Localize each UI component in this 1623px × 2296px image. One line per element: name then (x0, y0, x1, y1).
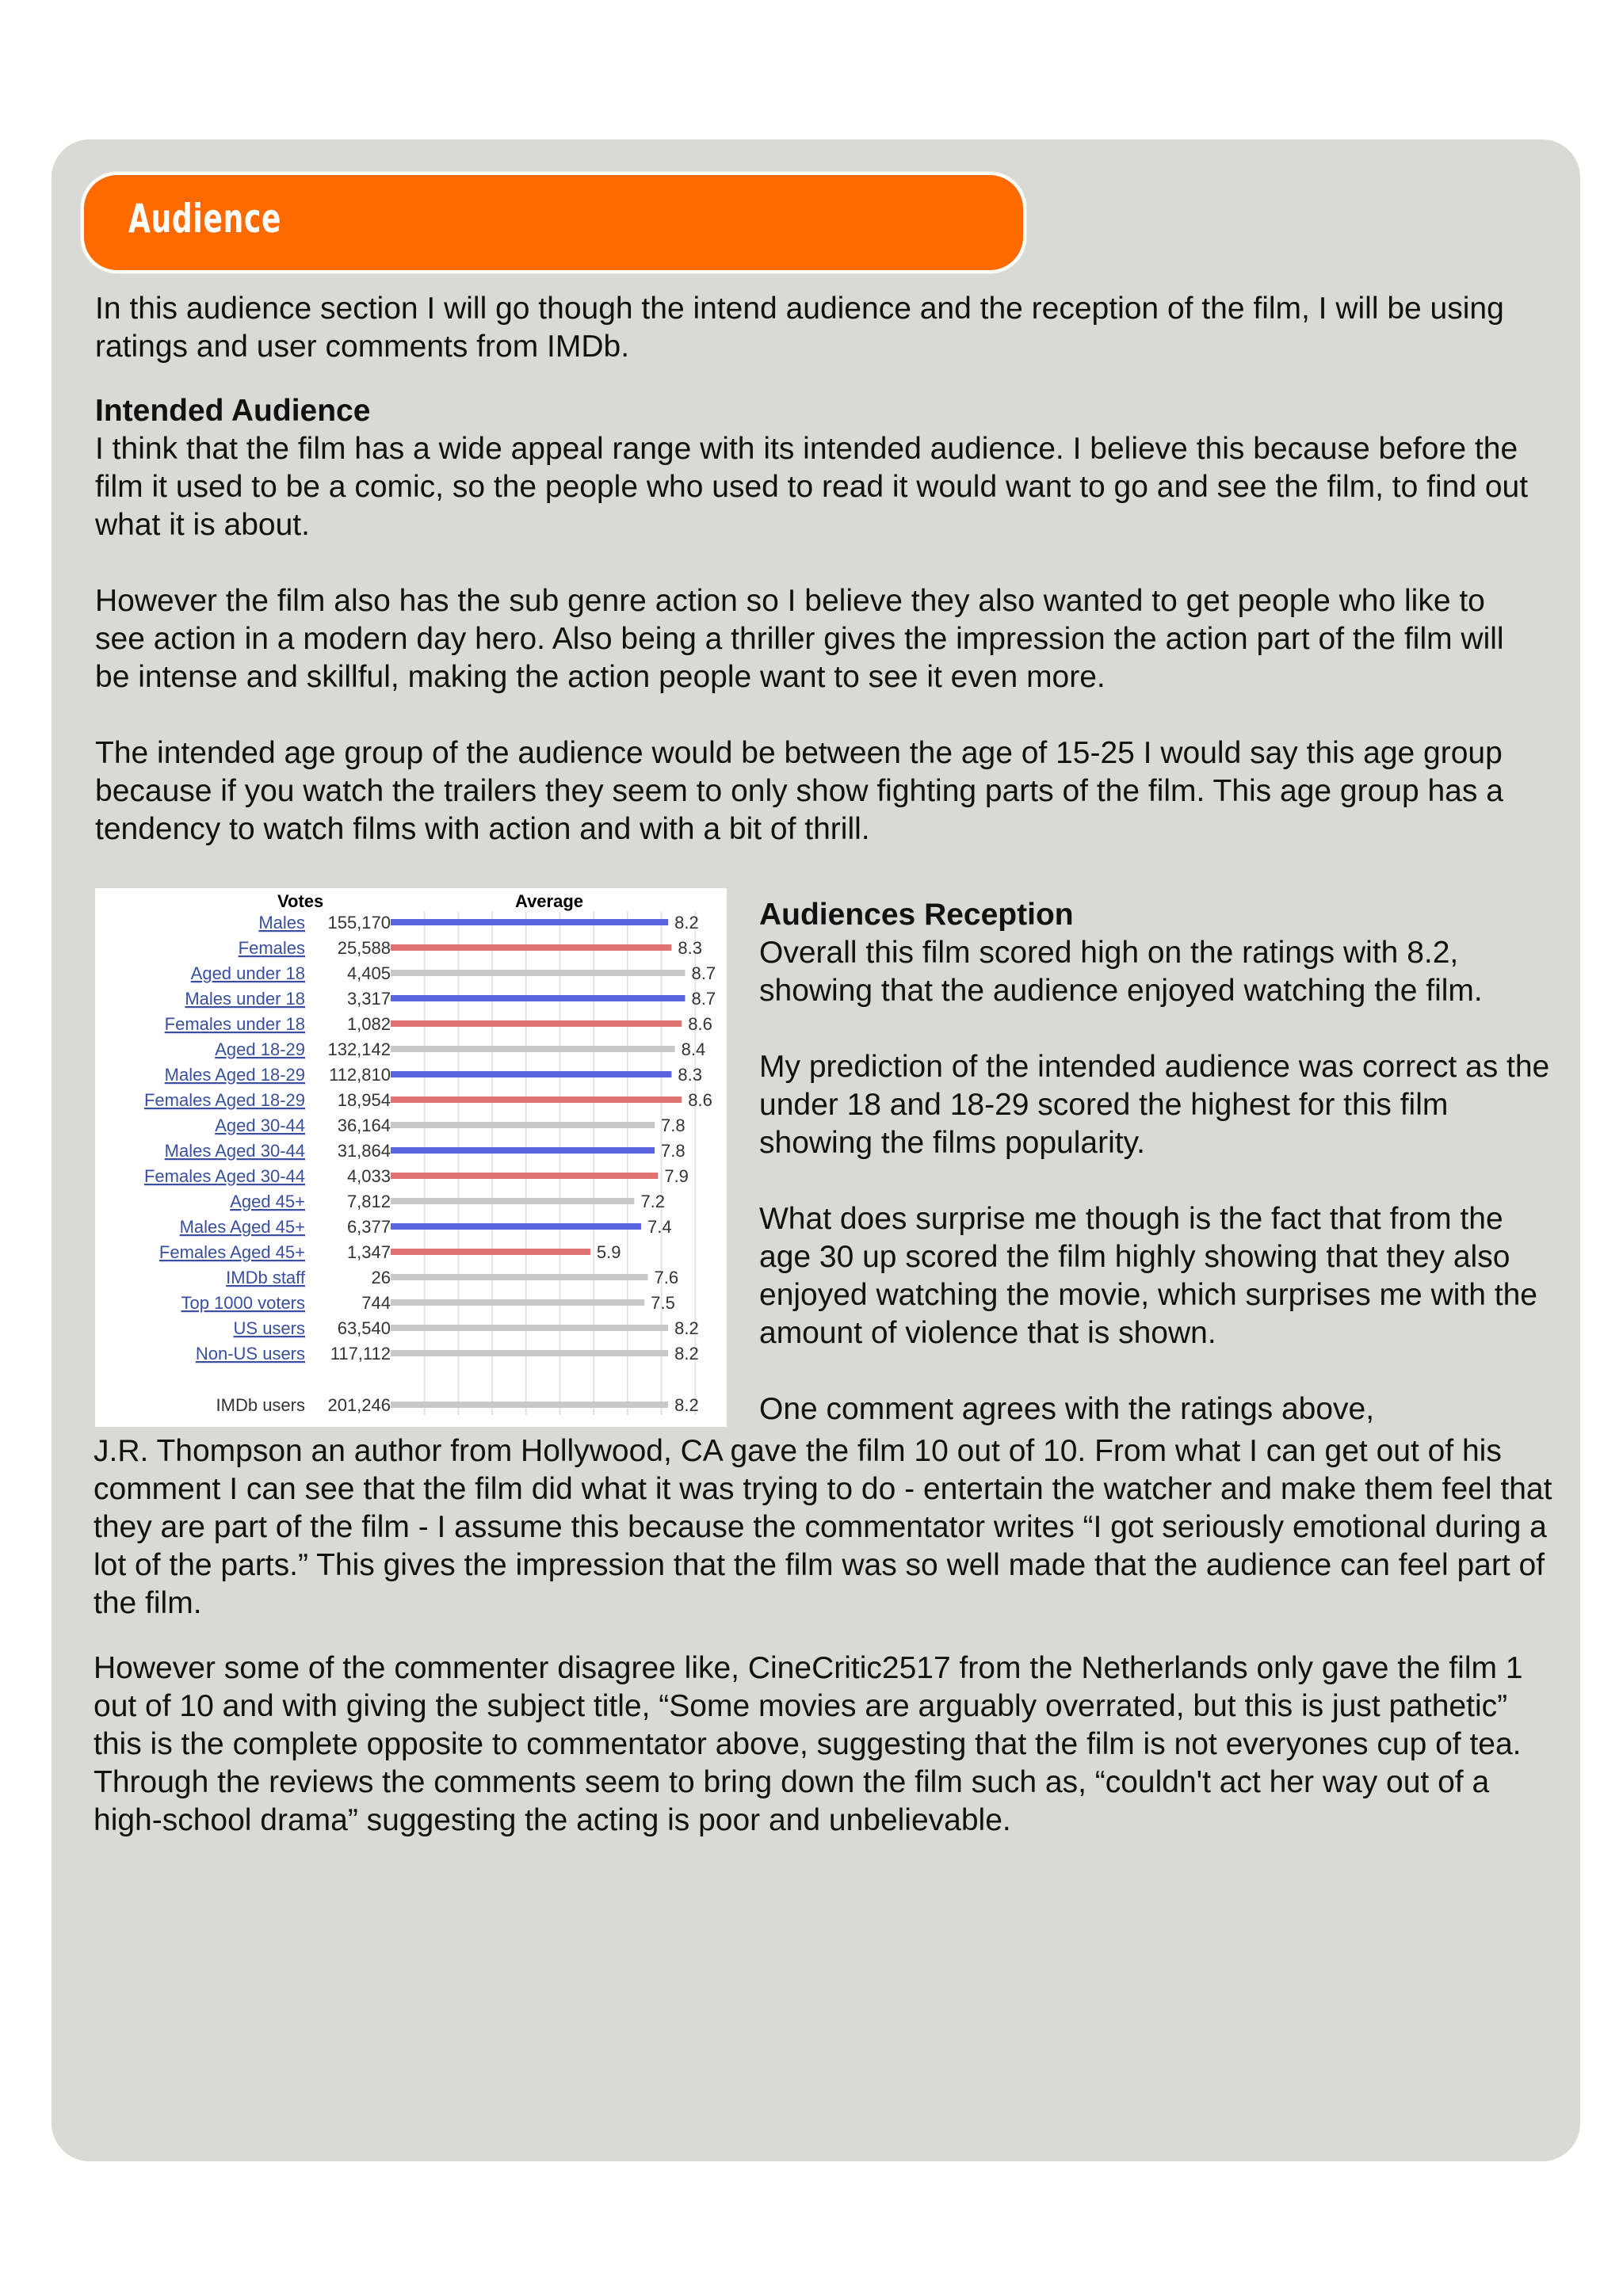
intro-section (95, 290, 1537, 849)
section-title: Audience (128, 196, 282, 242)
reception-paragraph: What does surprise me though is the fact that from the age 30 up scored the film highly showing that they also enjoyed watching the movie, which surprises me with the amount of violence that is shown. (759, 1202, 1537, 1350)
rating-bar (391, 1147, 655, 1154)
votes-value: 26 (371, 1268, 391, 1287)
rating-bar (391, 970, 685, 976)
votes-value: 201,246 (327, 1395, 391, 1415)
row-label[interactable]: Non-US users (195, 1344, 305, 1363)
votes-value: 155,170 (327, 913, 391, 933)
row-label[interactable]: Females under 18 (164, 1014, 305, 1034)
rating-bar (391, 1350, 668, 1356)
row-label[interactable]: IMDb staff (226, 1268, 305, 1287)
average-value: 8.6 (688, 1014, 712, 1034)
reception-paragraph: Overall this film scored high on the ratings with 8.2, showing that the audience enjoyed watching the film. (759, 936, 1483, 1008)
rating-bar (391, 919, 668, 925)
rating-bar (391, 1402, 668, 1408)
votes-value: 3,317 (346, 989, 391, 1009)
votes-value: 1,082 (346, 1014, 391, 1034)
intended-paragraph: I think that the film has a wide appeal range with its intended audience. I believe this because before the film it used to be a comic, so the people who used to read it would want to go and see the film, to find out what it is about. (95, 432, 1529, 542)
average-value: 8.3 (678, 938, 703, 958)
average-value: 8.2 (674, 913, 699, 933)
average-value: 8.2 (674, 1344, 699, 1363)
rating-bar (391, 1299, 644, 1306)
row-label[interactable]: Males Aged 45+ (179, 1217, 305, 1237)
average-value: 8.7 (691, 963, 716, 983)
reception-paragraph: My prediction of the intended audience was correct as the under 18 and 18-29 scored the highest for this film showing the films popularity. (759, 1050, 1550, 1160)
average-value: 7.9 (664, 1166, 689, 1186)
row-label[interactable]: Aged 30-44 (215, 1116, 305, 1135)
row-label[interactable]: Males Aged 18-29 (164, 1065, 305, 1085)
average-header: Average (515, 891, 584, 911)
ratings-bar-chart (95, 888, 727, 1427)
votes-header: Votes (277, 891, 324, 911)
average-value: 8.2 (674, 1318, 699, 1338)
reception-paragraph: One comment agrees with the ratings above, (759, 1392, 1375, 1426)
reception-heading: Audiences Reception (759, 898, 1074, 932)
rating-bar (391, 1097, 682, 1103)
rating-bar (391, 1173, 658, 1179)
average-value: 8.7 (691, 989, 716, 1009)
row-label[interactable]: Top 1000 voters (181, 1293, 305, 1313)
votes-value: 1,347 (346, 1242, 391, 1262)
votes-value: 112,810 (329, 1065, 391, 1085)
votes-value: 31,864 (337, 1141, 391, 1161)
rating-bar (391, 1122, 655, 1128)
total-label: IMDb users (216, 1395, 305, 1415)
average-value: 7.8 (661, 1141, 685, 1161)
votes-value: 63,540 (337, 1318, 391, 1338)
votes-value: 744 (361, 1293, 391, 1313)
row-label[interactable]: US users (233, 1318, 305, 1338)
average-value: 8.4 (681, 1039, 706, 1059)
reception-section (759, 896, 1560, 1428)
comments-section (94, 1432, 1560, 1840)
intended-audience-heading: Intended Audience (95, 394, 371, 428)
average-value: 8.2 (674, 1395, 699, 1415)
rating-bar (391, 1223, 641, 1230)
rating-bar (391, 995, 685, 1001)
votes-value: 18,954 (337, 1090, 391, 1110)
rating-bar (391, 1274, 648, 1280)
intro-text: In this audience section I will go though the intend audience and the reception of the film, I will be using ratings and user comments from IMDb. (95, 292, 1504, 364)
votes-value: 132,142 (327, 1039, 391, 1059)
row-label[interactable]: Females Aged 18-29 (143, 1090, 305, 1110)
row-label[interactable]: Males under 18 (185, 989, 305, 1009)
row-label[interactable]: Males (258, 913, 305, 933)
rating-bar (391, 1020, 682, 1027)
average-value: 7.2 (640, 1192, 666, 1211)
average-value: 7.6 (654, 1268, 679, 1287)
votes-value: 36,164 (337, 1116, 391, 1135)
votes-value: 117,112 (330, 1344, 391, 1363)
average-value: 7.8 (661, 1116, 685, 1135)
rating-bar (391, 944, 671, 951)
row-label[interactable]: Females Aged 30-44 (143, 1166, 305, 1186)
imdb-ratings-chart (95, 888, 727, 1427)
average-value: 5.9 (596, 1242, 621, 1262)
average-value: 7.5 (651, 1293, 675, 1313)
comment-paragraph: J.R. Thompson an author from Hollywood, CA gave the film 10 out of 10. From what I can get out of his comment I can see that the film did what it was trying to do - entertain the watcher and make them feel that they are part of the film - I assume this because the commentator writes “I got seriously emotional during a lot of the parts.” This gives the impression that the film was so well made that the audience can feel part of the film. (94, 1434, 1552, 1620)
rating-bar (391, 1071, 671, 1077)
votes-value: 7,812 (346, 1192, 391, 1211)
row-label[interactable]: Males Aged 30-44 (164, 1141, 305, 1161)
votes-value: 4,033 (346, 1166, 391, 1186)
row-label[interactable]: Females (238, 938, 305, 958)
row-label[interactable]: Aged 18-29 (215, 1039, 305, 1059)
row-label[interactable]: Aged 45+ (230, 1192, 305, 1211)
average-value: 8.3 (678, 1065, 703, 1085)
comment-paragraph: However some of the commenter disagree like, CineCritic2517 from the Netherlands only gave the film 1 out of 10 and with giving the subject title, “Some movies are arguably overrated, but this is just pathetic” this is the complete opposite to commentator above, suggesting that the film is not everyones cup of tea. Through the reviews the comments seem to bring down the film such as, “couldn't act her way out of a high-school drama” suggesting the acting is poor and unbelievable. (94, 1651, 1523, 1837)
rating-bar (391, 1198, 634, 1204)
votes-value: 25,588 (337, 938, 391, 958)
rating-bar (391, 1249, 590, 1255)
intended-paragraph: The intended age group of the audience would be between the age of 15-25 I would say this age group because if you watch the trailers they seem to only show fighting parts of the film. This age group has a tendency to watch films with action and with a bit of thrill. (95, 736, 1503, 846)
average-value: 7.4 (647, 1217, 672, 1237)
intended-paragraph: However the film also has the sub genre action so I believe they also wanted to get people who like to see action in a modern day hero. Also being a thriller gives the impression the action part of the film will be intense and skillful, making the action people want to see it even more. (95, 584, 1504, 694)
section-header (81, 172, 1026, 273)
average-value: 8.6 (688, 1090, 712, 1110)
row-label[interactable]: Aged under 18 (190, 963, 305, 983)
rating-bar (391, 1325, 668, 1331)
rating-bar (391, 1046, 675, 1052)
row-label[interactable]: Females Aged 45+ (158, 1242, 305, 1262)
votes-value: 6,377 (346, 1217, 391, 1237)
votes-value: 4,405 (346, 963, 391, 983)
